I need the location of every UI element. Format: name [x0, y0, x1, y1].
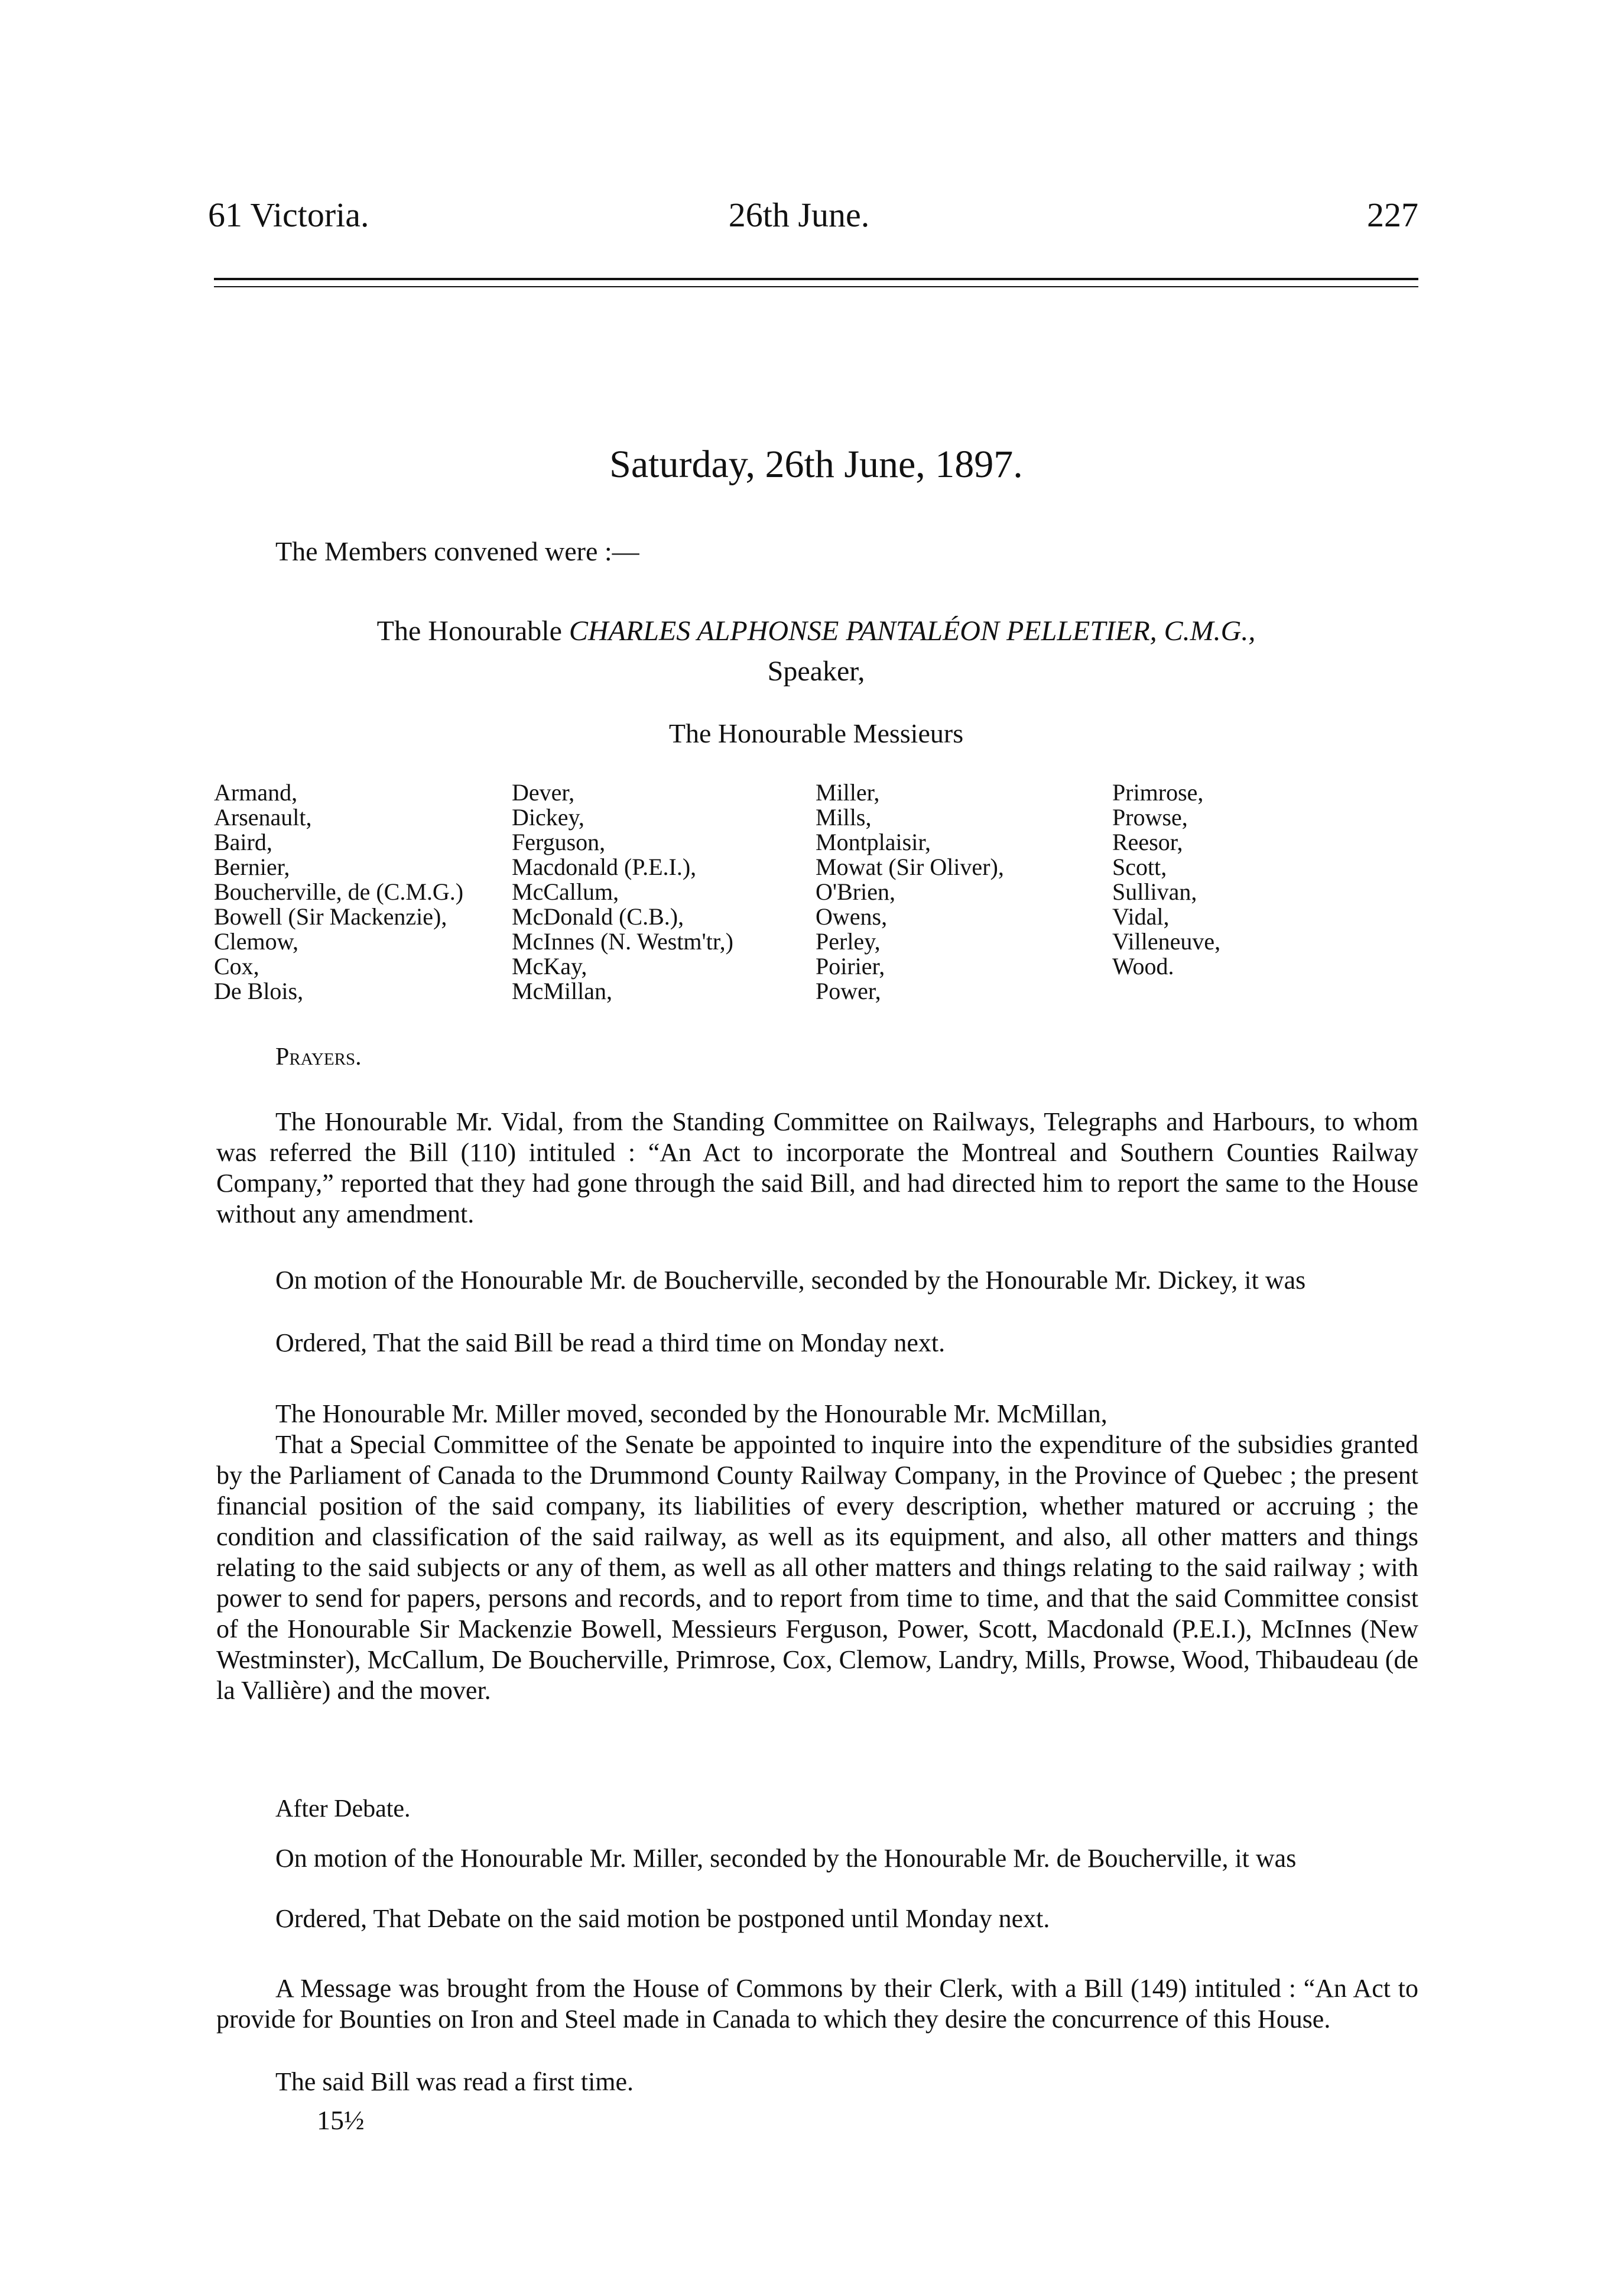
members-convened-line: The Members convened were :— — [275, 536, 639, 566]
member-name: De Blois, — [214, 978, 304, 1004]
member-name: Prowse, — [1112, 804, 1188, 831]
member-name: Reesor, — [1112, 829, 1183, 855]
paragraph-special-committee: That a Special Committee of the Senate be appointed to inquire into the expenditure of the subsidies granted by the Parliament of Canada to the Drummond County Railway Company, in the Province of Quebec ; the present financial position of the said company, its liabilities of every description, whether matured or accruing ; the condition and classification of the said railway, as well as its equipment, and also, all other matters and things relating to the said subjects or any of them, as well as all other matters and things relating to the said railway ; with power to send for papers, persons and records, and to report from time to time, and that the said Committee consist of the Honourable Sir Mackenzie Bowell, Messieurs Ferguson, Power, Scott, Macdonald (P.E.I.), McInnes (New Westminster), McCallum, De Boucherville, Primrose, Cox, Clemow, Landry, Mills, Prowse, Wood, Thibaudeau (de la Vallière) and the mover. — [216, 1430, 1418, 1705]
member-name: Montplaisir, — [816, 829, 931, 855]
paragraph-motion-boucherville: On motion of the Honourable Mr. de Boucherville, seconded by the Honourable Mr. Dickey, it was — [275, 1266, 1306, 1295]
speaker-prefix: The Honourable — [376, 615, 562, 647]
member-name: Baird, — [214, 829, 272, 855]
page-number: 227 — [1367, 196, 1418, 234]
header-rule-bottom — [214, 286, 1418, 287]
paragraph-ordered-postponed: Ordered, That Debate on the said motion be postponed until Monday next. — [275, 1904, 1050, 1933]
after-debate: After Debate. — [275, 1795, 411, 1822]
member-name: Poirier, — [816, 953, 885, 980]
member-name: Owens, — [816, 903, 888, 930]
paragraph-miller-moved: The Honourable Mr. Miller moved, seconded by the Honourable Mr. McMillan, — [275, 1399, 1107, 1428]
paragraph-committee-report: The Honourable Mr. Vidal, from the Standing Committee on Railways, Telegraphs and Harbours, to whom was referred the Bill (110) intituled : “An Act to incorporate the Montreal and Southern Counties Railway Company,” reported that they had gone through the said Bill, and had directed him to report the same to the House without any amendment. — [216, 1107, 1418, 1228]
member-name: Bowell (Sir Mackenzie), — [214, 903, 447, 930]
member-name: Boucherville, de (C.M.G.) — [214, 878, 464, 905]
member-name: Sullivan, — [1112, 878, 1197, 905]
speaker-title: Speaker, — [767, 656, 865, 687]
member-name: Mowat (Sir Oliver), — [816, 854, 1004, 880]
members-column-4 — [1112, 780, 1220, 979]
member-name: McDonald (C.B.), — [512, 903, 684, 930]
speaker-line — [214, 615, 1418, 647]
header-session: 61 Victoria. — [208, 196, 369, 234]
member-name: Bernier, — [214, 854, 290, 880]
members-column-1 — [214, 780, 463, 1004]
speaker-name: CHARLES ALPHONSE PANTALÉON PELLETIER, C.M.G., — [569, 615, 1256, 647]
header-rule-top — [214, 278, 1418, 280]
member-name: McCallum, — [512, 878, 619, 905]
member-name: Perley, — [816, 928, 881, 955]
paragraph-motion-miller: On motion of the Honourable Mr. Miller, seconded by the Honourable Mr. de Boucherville, it was — [275, 1844, 1297, 1873]
paragraph-message-commons: A Message was brought from the House of Commons by their Clerk, with a Bill (149) intituled : “An Act to provide for Bounties on Iron and Steel made in Canada to which they desire the concurrence of this House. — [216, 1974, 1418, 2034]
member-name: Villeneuve, — [1112, 928, 1221, 955]
member-name: Vidal, — [1112, 903, 1170, 930]
member-name: Arsenault, — [214, 804, 312, 831]
member-name: McInnes (N. Westm'tr,) — [512, 928, 733, 955]
messieurs-heading: The Honourable Messieurs — [668, 718, 964, 748]
member-name: O'Brien, — [816, 878, 895, 905]
header-date: 26th June. — [728, 196, 870, 234]
member-name: Cox, — [214, 953, 259, 980]
member-name: Clemow, — [214, 928, 298, 955]
member-name: Miller, — [816, 779, 880, 806]
member-name: Ferguson, — [512, 829, 606, 855]
members-column-2 — [512, 780, 733, 1004]
member-name: Wood. — [1112, 953, 1174, 980]
member-name: Armand, — [214, 779, 298, 806]
members-column-3 — [816, 780, 1004, 1004]
date-title: Saturday, 26th June, 1897. — [609, 443, 1023, 486]
member-name: McMillan, — [512, 978, 612, 1004]
member-name: Dickey, — [512, 804, 584, 831]
member-name: Mills, — [816, 804, 872, 831]
member-name: Dever, — [512, 779, 575, 806]
paragraph-ordered-third-reading: Ordered, That the said Bill be read a third time on Monday next. — [275, 1328, 946, 1357]
member-name: Power, — [816, 978, 881, 1004]
member-name: Scott, — [1112, 854, 1167, 880]
prayers-heading: Prayers. — [275, 1043, 362, 1071]
signature-mark: 15½ — [317, 2105, 365, 2135]
member-name: Primrose, — [1112, 779, 1204, 806]
member-name: Macdonald (P.E.I.), — [512, 854, 697, 880]
paragraph-first-reading: The said Bill was read a first time. — [275, 2067, 634, 2096]
member-name: McKay, — [512, 953, 587, 980]
